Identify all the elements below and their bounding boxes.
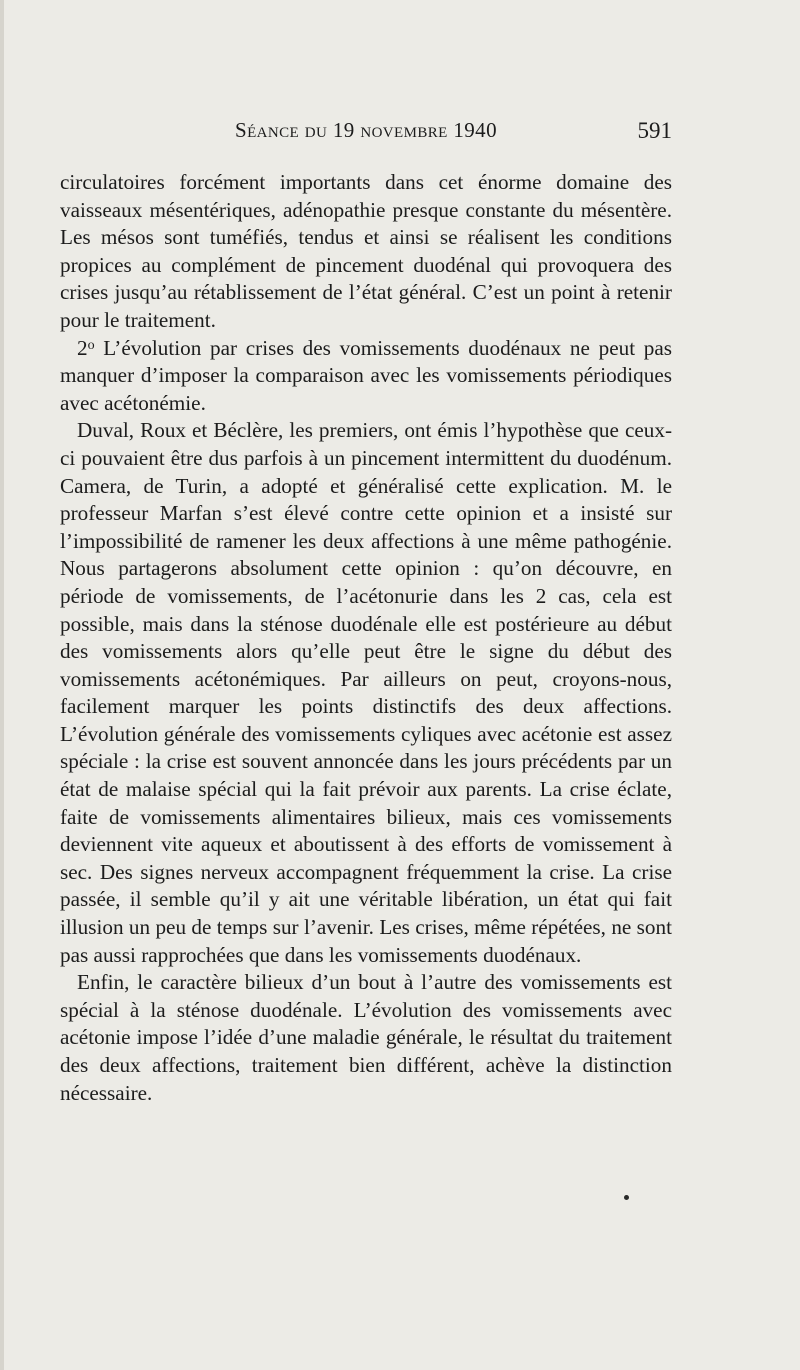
paragraph-point-2-text: L’évolution par crises des vomissements duodénaux ne peut pas manquer d’imposer la comparaison avec les vomissements périodiques avec acétonémie. (60, 335, 672, 415)
ordinal-mark: o (87, 337, 95, 353)
list-number: 2 (77, 335, 88, 360)
ink-speck (624, 1195, 629, 1200)
paragraph-duval: Duval, Roux et Béclère, les premiers, ont émis l’hypothèse que ceux-ci pouvaient être dus parfois à un pincement intermittent du duodénum. Camera, de Turin, a adopté et généralisé cette explication. M. le professeur Marfan s’est élevé contre cette opinion et a insisté sur l’impossibilité de ramener les deux affections à une même pathogénie. Nous partagerons absolument cette opinion : qu’on découvre, en période de vomissements, de l’acétonurie dans les 2 cas, cela est possible, mais dans la sténose duodénale elle est postérieure au début des vomissements alors qu’elle peut être le signe du début des vomissements acétonémiques. Par ailleurs on peut, croyons-nous, facilement marquer les points distinctifs des deux affections. L’évolution générale des vomissements cyliques avec acétonie est assez spéciale : la crise est souvent annoncée dans les jours précédents par un état de malaise spécial qui la fait prévoir aux parents. La crise éclate, faite de vomissements alimentaires bilieux, mais ces vomissements deviennent vite aqueux et aboutissent à des efforts de vomissement à sec. Des signes nerveux accompagnent fréquemment la crise. La crise passée, il semble qu’il y ait une véritable libération, un état qui fait illusion un peu de temps sur l’avenir. Les crises, même répétées, ne sont pas aussi rapprochées que dans les vomissements duodénaux. (60, 418, 672, 967)
paragraph-enfin: Enfin, le caractère bilieux d’un bout à l’autre des vomissements est spécial à la sténose duodénale. L’évolution des vomissements avec acétonie impose l’idée d’une maladie générale, le résultat du traitement des deux affections, traitement bien différent, achève la distinction nécessaire. (60, 970, 672, 1105)
running-head-year: 1940 (453, 118, 497, 142)
running-head-day: 19 (332, 118, 355, 142)
running-head (60, 118, 672, 150)
paragraph-continuation: circulatoires forcément importants dans cet énorme domaine des vaisseaux mésentériques, adénopathie presque constante du mésentère. Les mésos sont tuméfiés, tendus et ainsi se réalisent les conditions propices au complément de pincement duodénal qui provoquera des crises jusqu’au rétablissement de l’état général. C’est un point à retenir pour le traitement. (60, 170, 672, 332)
page-edge-shadow (0, 0, 4, 1370)
running-head-title (60, 118, 672, 143)
document-page (60, 118, 672, 1107)
body-text (60, 169, 672, 1107)
running-head-prefix: Séance du (235, 118, 328, 142)
paragraph-point-2 (60, 335, 672, 418)
running-head-month: novembre (360, 118, 448, 142)
page-number: 591 (637, 118, 672, 143)
